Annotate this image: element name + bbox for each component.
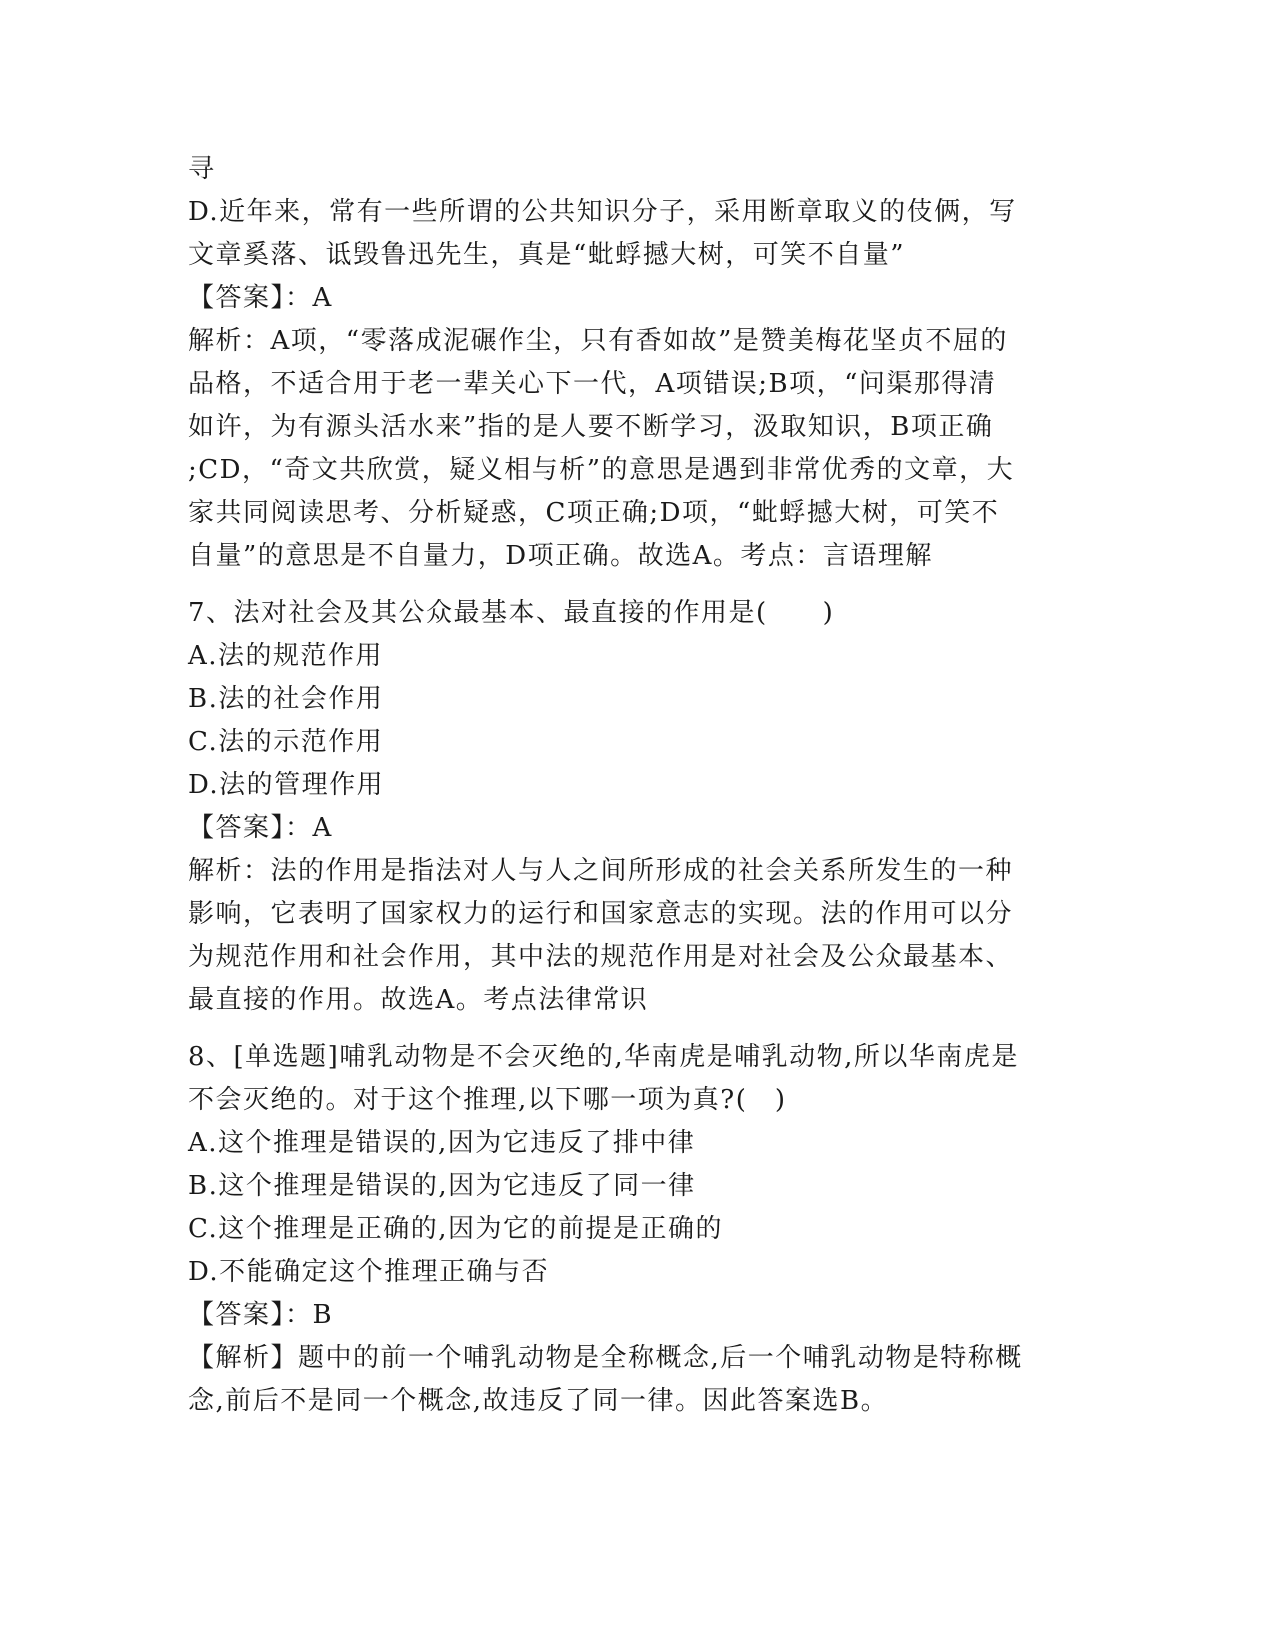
analysis-line: 最直接的作用。故选A。考点法律常识 bbox=[188, 985, 649, 1015]
analysis-line: 【解析】题中的前一个哺乳动物是全称概念,后一个哺乳动物是特称概 bbox=[188, 1343, 1023, 1373]
analysis-line: 解析：A项，“零落成泥碾作尘，只有香如故”是赞美梅花坚贞不屈的 bbox=[188, 326, 1008, 356]
option-c-continuation: 寻 bbox=[188, 154, 216, 184]
analysis-line: 念,前后不是同一个概念,故违反了同一律。因此答案选B。 bbox=[188, 1386, 889, 1416]
question-text: 7、法对社会及其公众最基本、最直接的作用是( ) bbox=[188, 598, 835, 628]
option-a: A.法的规范作用 bbox=[188, 641, 384, 671]
option-b: B.这个推理是错误的,因为它违反了同一律 bbox=[188, 1171, 696, 1201]
answer: 【答案】：B bbox=[188, 1300, 334, 1330]
option-c: C.这个推理是正确的,因为它的前提是正确的 bbox=[188, 1214, 723, 1244]
analysis-line: 自量”的意思是不自量力，D项正确。故选A。考点：言语理解 bbox=[188, 541, 933, 571]
option-d-line-1: D.近年来，常有一些所谓的公共知识分子，采用断章取义的伎俩，写 bbox=[188, 197, 1017, 227]
question-8 bbox=[188, 1036, 1088, 1423]
answer: 【答案】：A bbox=[188, 283, 333, 313]
option-a: A.这个推理是错误的,因为它违反了排中律 bbox=[188, 1128, 696, 1158]
answer: 【答案】：A bbox=[188, 813, 333, 843]
question-7 bbox=[188, 592, 1088, 1022]
analysis-line: 为规范作用和社会作用，其中法的规范作用是对社会及公众最基本、 bbox=[188, 942, 1014, 972]
option-d: D.不能确定这个推理正确与否 bbox=[188, 1257, 550, 1287]
option-d-line-2: 文章奚落、诋毁鲁迅先生，真是“蚍蜉撼大树，可笑不自量” bbox=[188, 240, 906, 270]
analysis-line: 品格，不适合用于老一辈关心下一代，A项错误;B项，“问渠那得清 bbox=[188, 369, 997, 399]
option-d: D.法的管理作用 bbox=[188, 770, 385, 800]
option-c: C.法的示范作用 bbox=[188, 727, 384, 757]
analysis-line: ;CD，“奇文共欣赏，疑义相与析”的意思是遇到非常优秀的文章，大 bbox=[188, 455, 1015, 485]
question-6-tail bbox=[188, 148, 1088, 578]
document-page bbox=[188, 148, 1088, 1423]
analysis-line: 如许，为有源头活水来”指的是人要不断学习，汲取知识，B项正确 bbox=[188, 412, 994, 442]
analysis-line: 解析：法的作用是指法对人与人之间所形成的社会关系所发生的一种 bbox=[188, 856, 1014, 886]
option-b: B.法的社会作用 bbox=[188, 684, 384, 714]
question-text-line-1: 8、[单选题]哺乳动物是不会灭绝的,华南虎是哺乳动物,所以华南虎是 bbox=[188, 1042, 1019, 1072]
analysis-line: 家共同阅读思考、分析疑惑，C项正确;D项，“蚍蜉撼大树，可笑不 bbox=[188, 498, 1000, 528]
analysis-line: 影响，它表明了国家权力的运行和国家意志的实现。法的作用可以分 bbox=[188, 899, 1014, 929]
question-text-line-2: 不会灭绝的。对于这个推理,以下哪一项为真?( ) bbox=[188, 1085, 787, 1115]
